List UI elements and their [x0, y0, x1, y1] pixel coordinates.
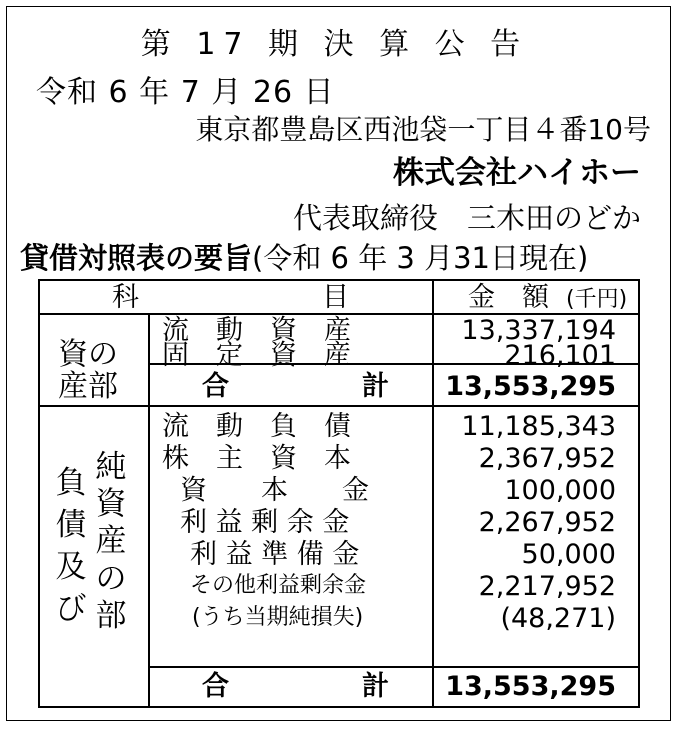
asset-row-label: 流 動 資 産	[162, 315, 351, 346]
company-address: 東京都豊島区西池袋一丁目４番10号	[195, 113, 651, 146]
assets-section-label	[58, 339, 118, 404]
liabilities-total-divider	[148, 666, 638, 668]
assets-total-label-b: 計	[362, 371, 389, 402]
notice-date: 令和 6 年 7 月 26 日	[36, 75, 335, 110]
header-unit: (千円)	[566, 287, 628, 312]
liability-row-label: 資 本 金	[180, 475, 369, 506]
asset-row-value: 216,101	[504, 340, 616, 371]
liability-row-value: 2,367,952	[478, 443, 616, 474]
liability-row-value: (48,271)	[500, 603, 616, 634]
assets-total-value: 13,553,295	[445, 371, 616, 402]
liability-row-label: 利 益 剰 余 金	[180, 507, 350, 538]
assets-section-divider	[40, 405, 638, 407]
liabilities-section-left: 負債及び	[55, 465, 87, 627]
liability-row-value: 11,185,343	[461, 411, 616, 442]
liability-row-value: 2,267,952	[478, 507, 616, 538]
liabilities-total-label-a: 合	[202, 671, 229, 702]
subtitle-main: 貸借対照表の要旨	[20, 241, 253, 275]
asset-row-value: 13,337,194	[461, 315, 616, 346]
liability-row-label: 株 主 資 本	[162, 443, 351, 474]
liability-row-value: 2,217,952	[478, 571, 616, 602]
assets-section-line2: 産部	[58, 369, 118, 405]
header-col-a: 科	[112, 282, 139, 313]
liability-row-label: (うち当期純損失)	[192, 605, 364, 630]
balance-sheet-table	[38, 279, 640, 708]
balance-sheet-subtitle	[20, 241, 589, 275]
header-amount: 金 額	[468, 282, 549, 313]
notice-title: 第 17 期 決 算 公 告	[140, 27, 529, 62]
liability-row-value: 100,000	[504, 475, 616, 506]
liabilities-total-value: 13,553,295	[445, 671, 616, 702]
section-column-divider	[148, 313, 150, 706]
liabilities-total-label-b: 計	[362, 671, 389, 702]
liability-row-label: 利 益 準 備 金	[190, 539, 360, 570]
liability-row-label: その他利益剰余金	[190, 573, 367, 598]
subtitle-date: (令和 6 年 3 月31日現在)	[252, 241, 589, 275]
representative-name: 代表取締役 三木田のどか	[292, 201, 641, 235]
company-name: 株式会社ハイホー	[393, 155, 641, 191]
amount-column-divider	[432, 281, 434, 706]
asset-row-label: 固 定 資 産	[162, 340, 351, 371]
liabilities-section-right: 純資産の部	[95, 449, 127, 634]
liability-row-label: 流 動 負 債	[162, 411, 351, 442]
liability-row-value: 50,000	[521, 539, 616, 570]
assets-total-label-a: 合	[202, 371, 229, 402]
header-col-b: 目	[322, 282, 349, 313]
assets-section-line1: 資の	[58, 337, 118, 372]
